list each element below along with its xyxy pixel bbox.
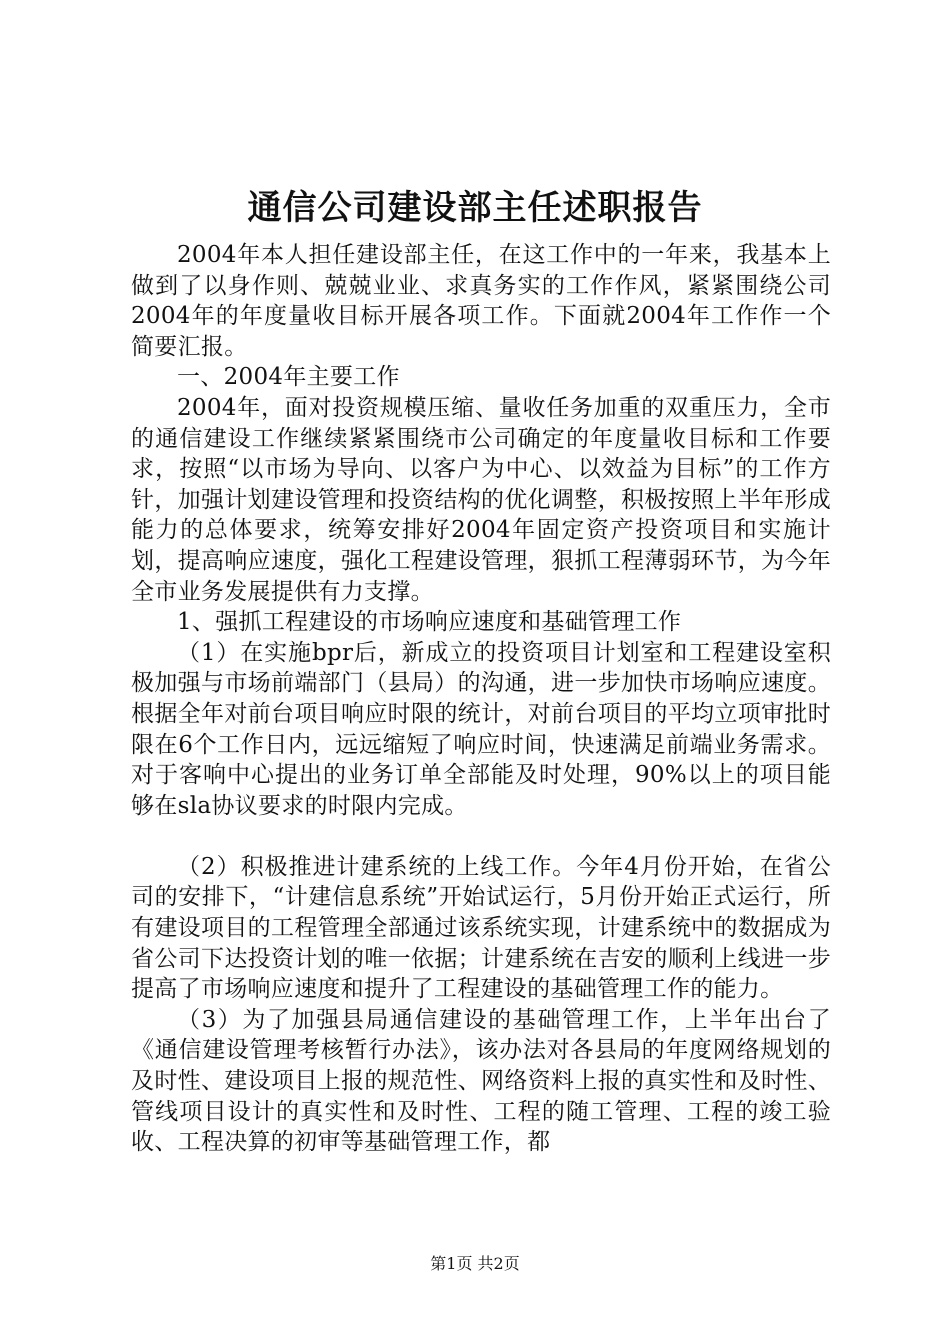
paragraph-item-1: （1）在实施bpr后，新成立的投资项目计划室和工程建设室积极加强与市场前端部门（县局）的沟通，进一步加快市场响应速度。根据全年对前台项目响应时限的统计，对前台项目的平均立项审批时限在6个工作日内，远远缩短了响应时间，快速满足前端业务需求。对于客响中心提出的业务订单全部能及时处理，90%以上的项目能够在sla协议要求的时限内完成。 [131,639,831,819]
subsection-heading-1: 1、强抓工程建设的市场响应速度和基础管理工作 [177,609,682,636]
paragraph-intro: 2004年本人担任建设部主任，在这工作中的一年来，我基本上做到了以身作则、兢兢业业、求真务实的工作作风，紧紧围绕公司2004年的年度量收目标开展各项工作。下面就2004年工作作一个简要汇报。 [131,242,831,360]
paragraph-overview: 2004年，面对投资规模压缩、量收任务加重的双重压力，全市的通信建设工作继续紧紧围绕市公司确定的年度量收目标和工作要求，按照“以市场为导向、以客户为中心、以效益为目标”的工作方针，加强计划建设管理和投资结构的优化调整，积极按照上半年形成能力的总体要求，统筹安排好2004年固定资产投资项目和实施计划，提高响应速度，强化工程建设管理，狠抓工程薄弱环节，为今年全市业务发展提供有力支撑。 [131,394,831,605]
page-footer: 第1页 共2页 [430,1254,520,1273]
paragraph-item-3: （3）为了加强县局通信建设的基础管理工作，上半年出台了《通信建设管理考核暂行办法》，该办法对各县局的年度网络规划的及时性、建设项目上报的规范性、网络资料上报的真实性和及时性、管线项目设计的真实性和及时性、工程的随工管理、工程的竣工验收、工程决算的初审等基础管理工作，都 [131,1006,831,1156]
document-title: 通信公司建设部主任述职报告 [247,188,703,228]
paragraph-item-2: （2）积极推进计建系统的上线工作。今年4月份开始，在省公司的安排下，“计建信息系统”开始试运行，5月份开始正式运行，所有建设项目的工程管理全部通过该系统实现，计建系统中的数据成为省公司下达投资计划的唯一依据；计建系统在吉安的顺利上线进一步提高了市场响应速度和提升了工程建设的基础管理工作的能力。 [131,853,831,1003]
document-body [131,240,831,1158]
section-heading-main-work: 一、2004年主要工作 [177,364,400,391]
